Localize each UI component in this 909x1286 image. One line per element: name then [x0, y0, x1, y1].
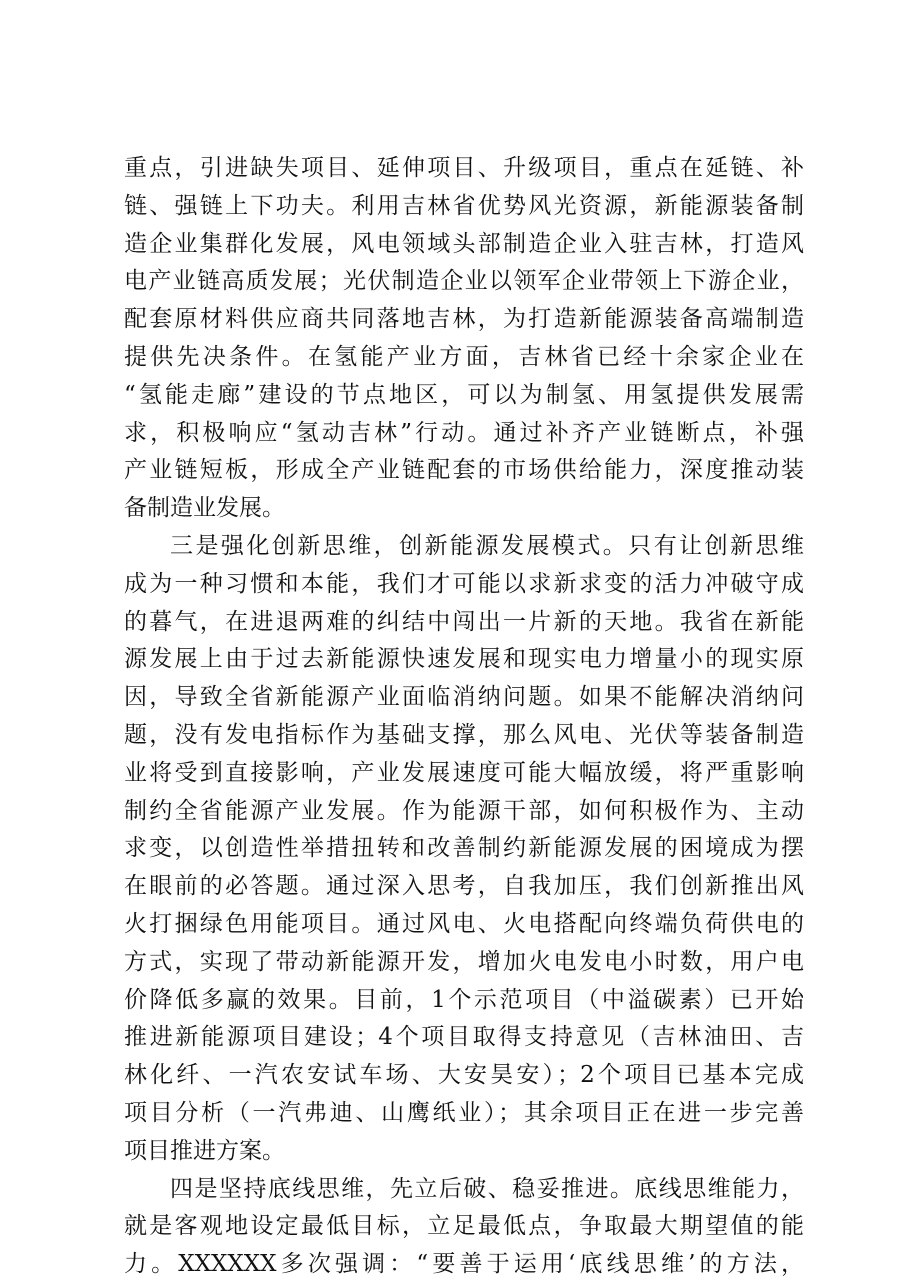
- paragraph-industry-chain: [124, 150, 804, 528]
- text-line: 三是强化创新思维，创新能源发展模式。只有让创新思维: [170, 532, 804, 559]
- text-line: 制约全省能源产业发展。作为能源干部，如何积极作为、主动: [124, 797, 804, 824]
- text-line: 价降低多赢的效果。目前，1个示范项目（中溢碳素）已开始: [124, 986, 804, 1013]
- text-line: 备制造业发展。: [124, 495, 285, 522]
- text-line: 的暮气，在进退两难的纠结中闯出一片新的天地。我省在新能: [124, 608, 804, 635]
- text-line: 电产业链高质发展；光伏制造企业以领军企业带领上下游企业，: [124, 268, 804, 295]
- text-line: 提供先决条件。在氢能产业方面，吉林省已经十余家企业在: [124, 343, 804, 370]
- text-line: 重点，引进缺失项目、延伸项目、升级项目，重点在延链、补: [124, 155, 804, 181]
- text-line: “氢能走廊”建设的节点地区，可以为制氢、用氢提供发展需: [124, 381, 804, 408]
- text-line: 配套原材料供应商共同落地吉林，为打造新能源装备高端制造: [124, 306, 804, 333]
- text-line: 推进新能源项目建设；4个项目取得支持意见（吉林油田、吉: [124, 1024, 804, 1051]
- text-line: 求，积极响应“氢动吉林”行动。通过补齐产业链断点，补强: [124, 419, 804, 446]
- text-line: 产业链短板，形成全产业链配套的市场供给能力，深度推动装: [124, 457, 804, 484]
- text-line: 力。XXXXXX多次强调：“要善于运用‘底线思维’的方法，: [124, 1251, 804, 1278]
- text-line: 因，导致全省新能源产业面临消纳问题。如果不能解决消纳问: [124, 684, 804, 711]
- text-line: 方式，实现了带动新能源开发，增加火电发电小时数，用户电: [124, 948, 804, 975]
- text-line: 项目分析（一汽弗迪、山鹰纸业）；其余项目正在进一步完善: [124, 1099, 804, 1126]
- text-line: 在眼前的必答题。通过深入思考，自我加压，我们创新推出风: [124, 873, 804, 900]
- text-line: 项目推进方案。: [124, 1137, 285, 1164]
- text-line: 链、强链上下功夫。利用吉林省优势风光资源，新能源装备制: [124, 192, 804, 219]
- text-line: 四是坚持底线思维，先立后破、稳妥推进。底线思维能力，: [170, 1175, 804, 1202]
- text-line: 求变，以创造性举措扭转和改善制约新能源发展的困境成为摆: [124, 835, 804, 862]
- paragraph-innovation-thinking: [124, 528, 804, 1171]
- text-line: 题，没有发电指标作为基础支撑，那么风电、光伏等装备制造: [124, 721, 804, 748]
- text-line: 业将受到直接影响，产业发展速度可能大幅放缓，将严重影响: [124, 759, 804, 786]
- text-line: 火打捆绿色用能项目。通过风电、火电搭配向终端负荷供电的: [124, 910, 804, 937]
- text-line: 成为一种习惯和本能，我们才可能以求新求变的活力冲破守成: [124, 570, 804, 597]
- document-page: [124, 150, 804, 1284]
- text-line: 林化纤、一汽农安试车场、大安昊安）；2个项目已基本完成: [124, 1062, 804, 1089]
- text-line: 就是客观地设定最低目标，立足最低点，争取最大期望值的能: [124, 1213, 804, 1240]
- paragraph-bottom-line-thinking: [124, 1171, 804, 1284]
- text-line: 源发展上由于过去新能源快速发展和现实电力增量小的现实原: [124, 646, 804, 673]
- text-line: 造企业集群化发展，风电领域头部制造企业入驻吉林，打造风: [124, 230, 804, 257]
